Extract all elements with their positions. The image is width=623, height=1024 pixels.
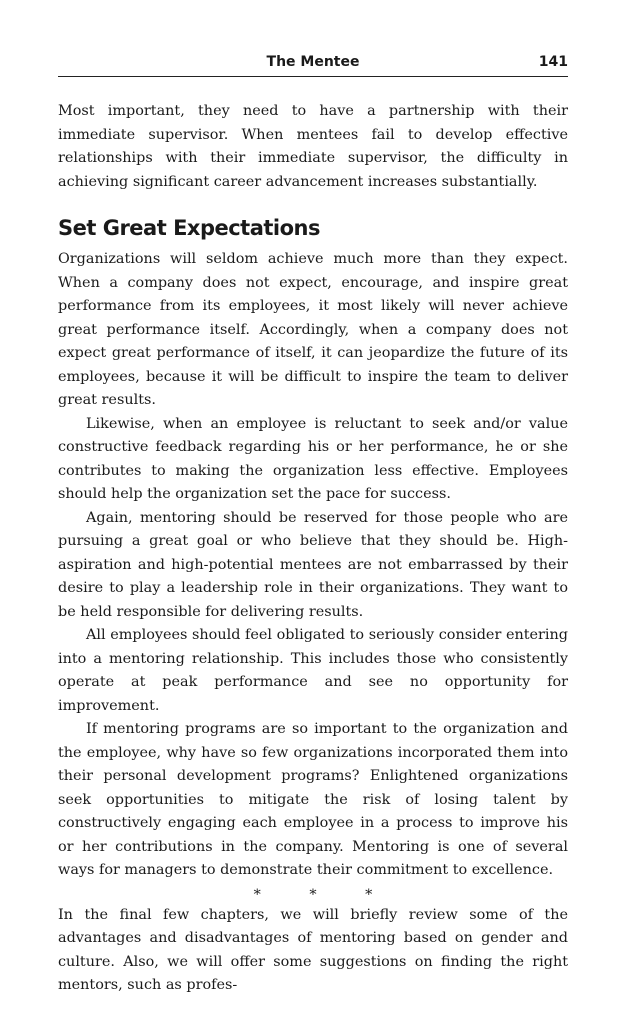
- chapter-title: The Mentee: [266, 54, 360, 70]
- body-text: [58, 100, 568, 998]
- book-page: [58, 52, 568, 998]
- running-header: [58, 52, 568, 77]
- page-number: 141: [538, 54, 568, 70]
- section-heading: Set Great Expectations: [58, 216, 321, 240]
- section-paragraph-2: Likewise, when an employee is reluctant to seek and/or value constructive feedback regarding his or her performance, he or she contributes to making the organization less effective. Employees should help the organization set the pace for success.: [58, 415, 568, 502]
- section-paragraph-5: If mentoring programs are so important to the organization and the employee, why have so few organizations incorporated them into their personal development programs? Enlightened organizations seek opportunities to mitigate the risk of losing talent by constructively engaging each employee in a process to improve his or her contributions in the company. Mentoring is one of several ways for managers to demonstrate their commitment to excellence.: [58, 721, 568, 878]
- section-separator: * * *: [253, 886, 395, 903]
- section-paragraph-4: All employees should feel obligated to seriously consider entering into a mentoring relationship. This includes those who consistently operate at peak performance and see no opportunity for improvement.: [58, 627, 568, 714]
- section-paragraph-3: Again, mentoring should be reserved for those people who are pursuing a great goal or who believe that they should be. High-aspiration and high-potential mentees are not embarrassed by their desire to play a leadership role in their organizations. They want to be held responsible for delivering results.: [58, 509, 568, 620]
- opening-paragraph: Most important, they need to have a partnership with their immediate supervisor. When mentees fail to develop effective relationships with their immediate supervisor, the difficulty in achieving significant career advancement increases substantially.: [58, 103, 568, 190]
- section-paragraph-1: Organizations will seldom achieve much more than they expect. When a company does not expect, encourage, and inspire great performance from its employees, it most likely will never achieve great performance itself. Accordingly, when a company does not expect great performance of itself, it can jeopardize the future of its employees, because it will be difficult to inspire the team to deliver great results.: [58, 251, 568, 408]
- closing-paragraph: In the final few chapters, we will briefly review some of the advantages and disadvantages of mentoring based on gender and culture. Also, we will offer some suggestions on finding the right mentors, such as profes-: [58, 906, 568, 993]
